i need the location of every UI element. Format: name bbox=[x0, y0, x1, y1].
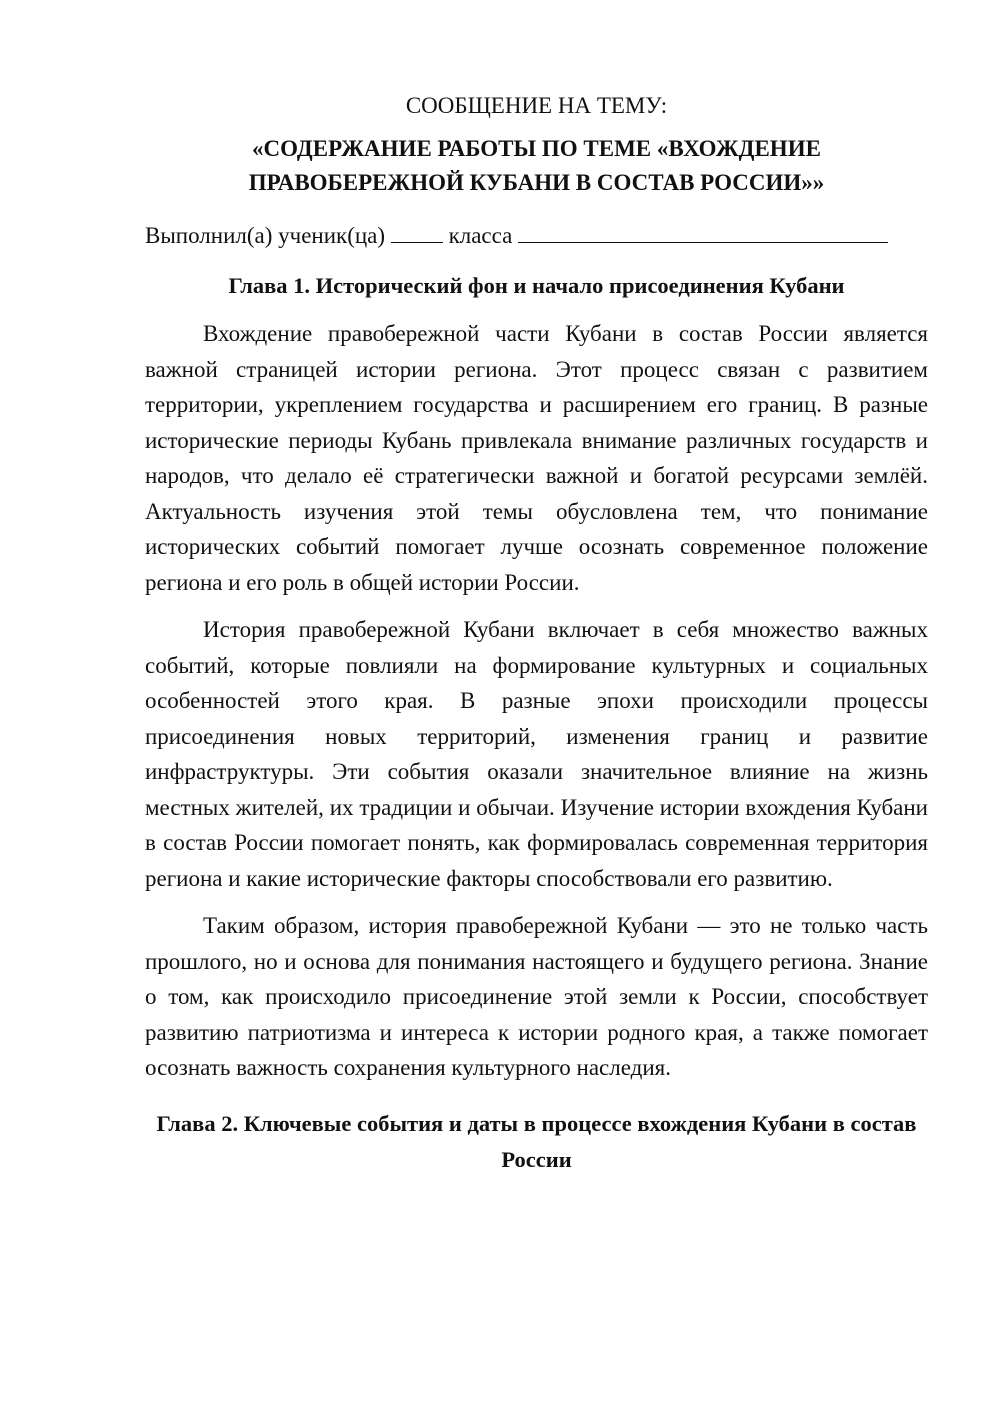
author-line bbox=[145, 218, 928, 254]
chapter-1-paragraph-1: Вхождение правобережной части Кубани в состав России является важной страницей истории региона. Этот процесс связан с развитием территории, укреплением государства и расширением его границ. В разные исторические периоды Кубань привлекала внимание различных государств и народов, что делало её стратегически важной и богатой ресурсами землёй. Актуальность изучения этой темы обусловлена тем, что понимание исторических событий помогает лучше осознать современное положение региона и его роль в общей истории России. bbox=[145, 321, 928, 595]
chapter-2-heading: Глава 2. Ключевые события и даты в процессе вхождения Кубани в состав России bbox=[156, 1110, 917, 1172]
chapter-1-paragraph-3: Таким образом, история правобережной Кубани — это не только часть прошлого, но и основа для понимания настоящего и будущего региона. Знание о том, как происходило присоединение этой земли к России, способствует развитию патриотизма и интереса к истории родного края, а также помогает осознать важность сохранения культурного наследия. bbox=[145, 913, 928, 1080]
document-page bbox=[145, 88, 928, 1178]
class-blank bbox=[391, 222, 443, 243]
chapter-1-paragraph-2: История правобережной Кубани включает в себя множество важных событий, которые повлияли на формирование культурных и социальных особенностей этого края. В разные эпохи происходили процессы присоединения новых территорий, изменения границ и развитие инфраструктуры. Эти события оказали значительное влияние на жизнь местных жителей, их традиции и обычаи. Изучение истории вхождения Кубани в состав России помогает понять, как формировалась современная территория региона и какие исторические факторы способствовали его развитию. bbox=[145, 617, 928, 891]
chapter-1-heading: Глава 1. Исторический фон и начало присоединения Кубани bbox=[228, 273, 845, 298]
author-prefix: Выполнил(а) ученик(ца) bbox=[145, 223, 386, 248]
name-blank bbox=[518, 222, 888, 243]
document-title: «СОДЕРЖАНИЕ РАБОТЫ ПО ТЕМЕ «ВХОЖДЕНИЕ ПРАВОБЕРЕЖНОЙ КУБАНИ В СОСТАВ РОССИИ»» bbox=[248, 136, 825, 195]
author-middle: класса bbox=[448, 223, 513, 248]
document-type-line: СООБЩЕНИЕ НА ТЕМУ: bbox=[405, 93, 668, 118]
